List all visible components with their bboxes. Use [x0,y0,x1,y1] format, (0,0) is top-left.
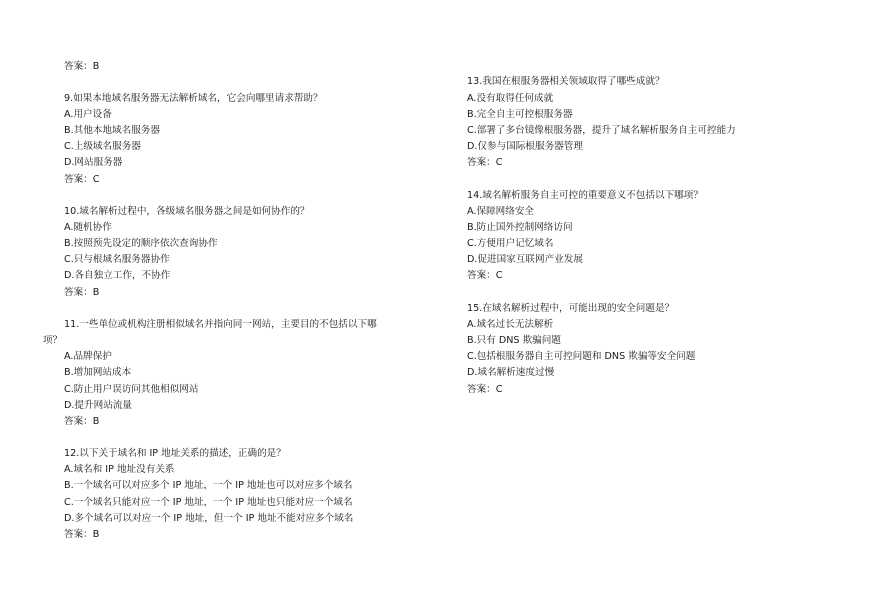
option-a: A.域名过长无法解析 [467,319,554,330]
option-a: A.域名和 IP 地址没有关系 [64,464,175,475]
option-b: B.一个域名可以对应多个 IP 地址，一个 IP 地址也可以对应多个域名 [64,480,353,491]
previous-question-answer: 答案：B [64,61,100,72]
option-c: C.方便用户记忆域名 [467,238,554,249]
answer: 答案：C [64,174,100,185]
option-c: C.一个域名只能对应一个 IP 地址，一个 IP 地址也只能对应一个域名 [64,497,353,508]
question-stem: 10.域名解析过程中，各级域名服务器之间是如何协作的？ [64,206,310,217]
question-stem-continuation: 项？ [43,335,63,346]
option-b: B.只有 DNS 欺骗问题 [467,335,561,346]
question-stem: 14.域名解析服务自主可控的重要意义不包括以下哪项？ [467,190,703,201]
question-stem: 15.在域名解析过程中，可能出现的安全问题是？ [467,303,675,314]
option-a: A.用户设备 [64,109,112,120]
option-d: D.各自独立工作，不协作 [64,270,171,281]
question-stem: 13.我国在根服务器相关领域取得了哪些成就？ [467,76,665,87]
option-d: D.网站服务器 [64,157,123,168]
question-stem: 9.如果本地域名服务器无法解析域名，它会向哪里请求帮助？ [64,93,323,104]
option-a: A.品牌保护 [64,351,112,362]
option-b: B.其他本地域名服务器 [64,125,160,136]
answer: 答案：C [467,270,503,281]
option-c: C.只与根域名服务器协作 [64,254,170,265]
option-b: B.增加网站成本 [64,367,132,378]
answer: 答案：C [467,384,503,395]
option-d: D.仅参与国际根服务器管理 [467,141,583,152]
option-d: D.域名解析速度过慢 [467,367,555,378]
option-c: C.上级域名服务器 [64,141,141,152]
option-d: D.促进国家互联网产业发展 [467,254,583,265]
option-d: D.提升网站流量 [64,400,132,411]
option-d: D.多个域名可以对应一个 IP 地址，但一个 IP 地址不能对应多个域名 [64,513,354,524]
option-c: C.包括根服务器自主可控问题和 DNS 欺骗等安全问题 [467,351,696,362]
answer: 答案：C [467,157,503,168]
option-b: B.防止国外控制网络访问 [467,222,573,233]
option-a: A.保障网络安全 [467,206,535,217]
question-stem: 11.一些单位或机构注册相似域名并指向同一网站，主要目的不包括以下哪 [64,319,377,330]
answer: 答案：B [64,416,100,427]
option-b: B.按照预先设定的顺序依次查询协作 [64,238,218,249]
option-a: A.随机协作 [64,222,112,233]
option-c: C.防止用户误访问其他相似网站 [64,384,199,395]
answer: 答案：B [64,529,100,540]
question-stem: 12.以下关于域名和 IP 地址关系的描述，正确的是？ [64,448,286,459]
option-c: C.部署了多台镜像根服务器，提升了域名解析服务自主可控能力 [467,125,736,136]
answer: 答案：B [64,287,100,298]
option-b: B.完全自主可控根服务器 [467,109,573,120]
option-a: A.没有取得任何成就 [467,93,554,104]
